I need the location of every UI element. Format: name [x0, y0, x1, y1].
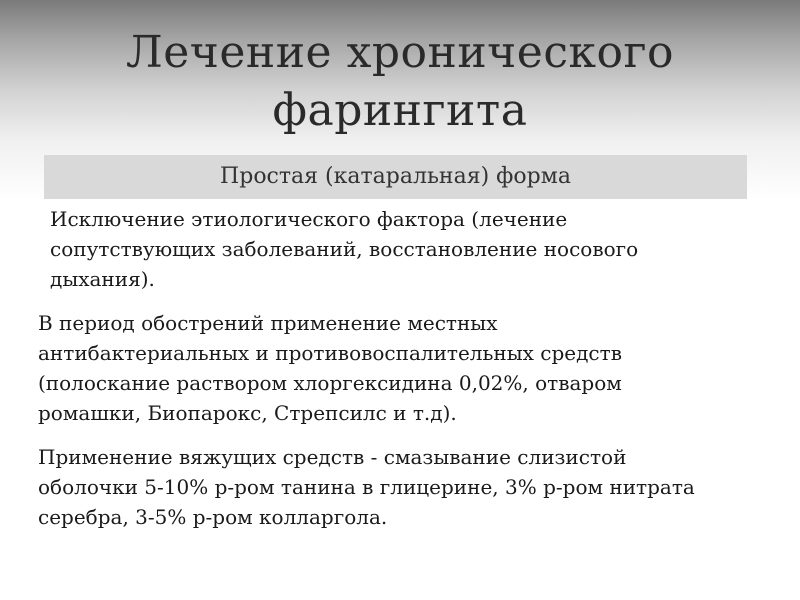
bullet-3-line-2: оболочки 5-10% р-ром танина в глицерине, 3% р-ром нитрата	[38, 475, 695, 499]
bullet-1-line-3: дыхания).	[50, 267, 155, 291]
bullet-list	[20, 204, 780, 532]
title-line-1: Лечение хронического	[126, 27, 674, 78]
bullet-1-line-2: сопутствующих заболеваний, восстановление носового	[50, 237, 639, 261]
bullet-3-line-3: серебра, 3-5% р-ром колларгола.	[38, 505, 388, 529]
bullet-item-1	[32, 204, 780, 294]
bullet-item-2	[20, 308, 780, 428]
bullet-1-line-1: Исключение этиологического фактора (лечение	[50, 207, 568, 231]
bullet-2-line-1: В период обострений применение местных	[38, 311, 498, 335]
bullet-2-line-4: ромашки, Биопарокс, Стрепсилс и т.д).	[38, 401, 457, 425]
bullet-2-line-3: (полоскание раствором хлоргексидина 0,02%, отваром	[38, 371, 622, 395]
bullet-item-3	[20, 442, 780, 532]
subtitle-bar	[44, 155, 747, 199]
bullet-3-line-1: Применение вяжущих средств - смазывание слизистой	[38, 445, 627, 469]
subtitle-text: Простая (катаральная) форма	[220, 164, 571, 189]
slide-title	[0, 24, 800, 140]
title-line-2: фарингита	[272, 85, 528, 136]
bullet-2-line-2: антибактериальных и противовоспалительных средств	[38, 341, 622, 365]
